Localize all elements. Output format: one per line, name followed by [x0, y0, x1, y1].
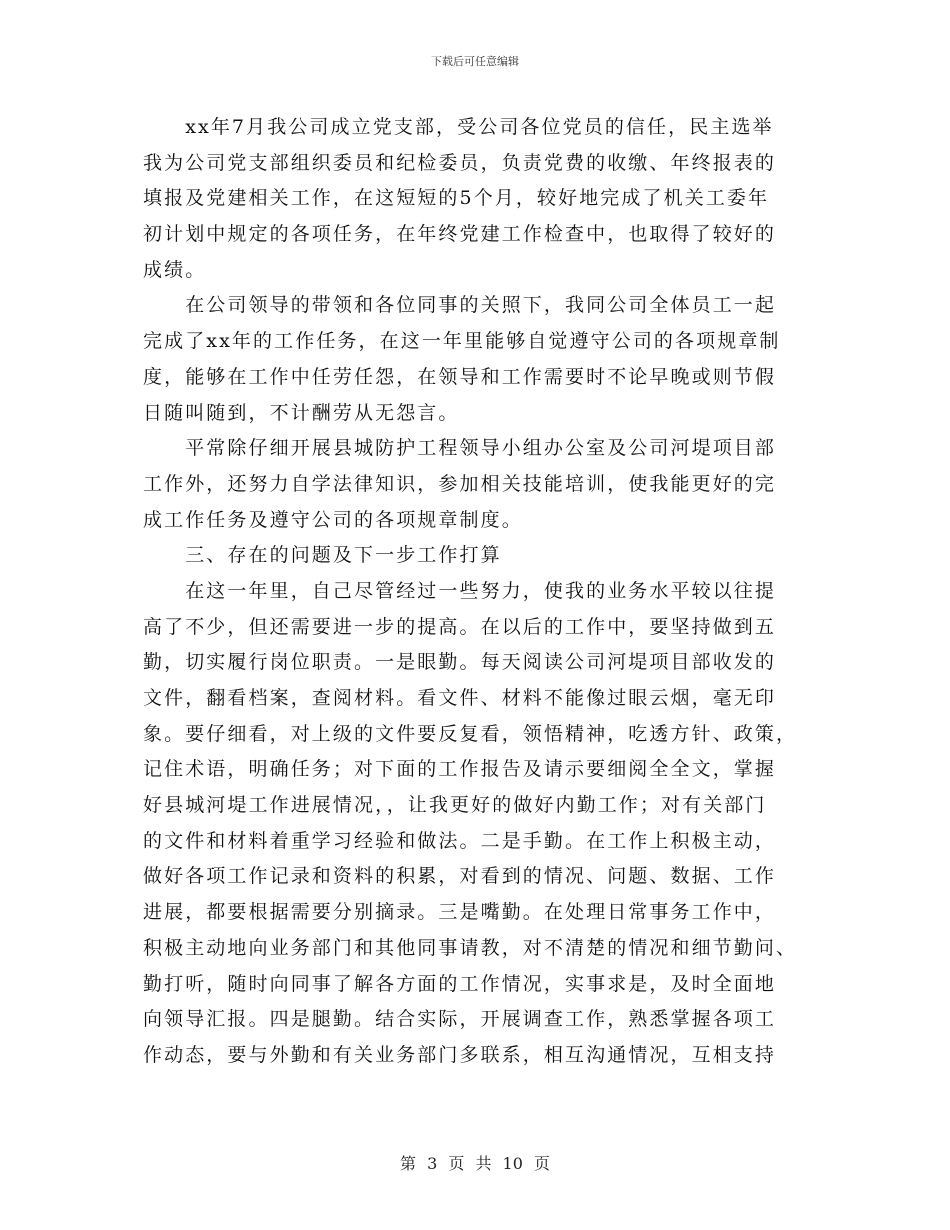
page-header: 下载后可任意编辑	[431, 55, 519, 68]
text-line: 文件，翻看档案，查阅材料。看文件、材料不能像过眼云烟，毫无印	[143, 687, 777, 709]
text-line: xx年7月我公司成立党支部，受公司各位党员的信任，民主选举	[143, 116, 774, 138]
text-line: 在这一年里，自己尽管经过一些努力，使我的业务水平较以往提	[143, 579, 777, 602]
text-line: 完成了xx年的工作任务，在这一年里能够自觉遵守公司的各项规章制	[143, 330, 781, 353]
text-line: 成工作任务及遵守公司的各项规章制度。	[143, 508, 523, 531]
text-line: 初计划中规定的各项任务，在年终党建工作检查中，也取得了较好的	[143, 223, 777, 246]
text-line: 填报及党建相关工作，在这短短的5个月，较好地完成了机关工委年	[143, 187, 770, 210]
text-line: 我为公司党支部组织委员和纪检委员，负责党费的收缴、年终报表的	[143, 151, 777, 174]
text-line: 向领导汇报。四是腿勤。结合实际，开展调查工作，熟悉掌握各项工	[143, 1008, 777, 1031]
text-line: 记住术语，明确任务；对下面的工作报告及请示要细阅全全文，掌握	[143, 758, 777, 781]
section-heading: 三、存在的问题及下一步工作打算	[143, 544, 502, 567]
text-line: 成绩。	[143, 258, 207, 281]
text-line: 勤打听，随时向同事了解各方面的工作情况，实事求是，及时全面地	[143, 972, 777, 995]
page-number-footer: 第 3 页 共 10 页	[400, 1154, 550, 1173]
document-body	[143, 110, 803, 1074]
text-line: 度，能够在工作中任劳任怨，在领导和工作需要时不论早晚或则节假	[143, 365, 777, 388]
text-line: 工作外，还努力自学法律知识，参加相关技能培训，使我能更好的完	[143, 472, 777, 495]
text-line: 做好各项工作记录和资料的积累，对看到的情况、问题、数据、工作	[143, 865, 777, 888]
text-line: 在公司领导的带领和各位同事的关照下，我同公司全体员工一起	[143, 294, 777, 317]
text-line: 象。要仔细看，对上级的文件要反复看，领悟精神，吃透方针、政策，	[143, 722, 798, 745]
text-line: 勤，切实履行岗位职责。一是眼勤。每天阅读公司河堤项目部收发的	[143, 651, 777, 674]
text-line: 进展，都要根据需要分别摘录。三是嘴勤。在处理日常事务工作中，	[143, 901, 777, 924]
text-line: 的文件和材料着重学习经验和做法。二是手勤。在工作上积极主动，	[143, 829, 777, 852]
text-line: 作动态，要与外勤和有关业务部门多联系，相互沟通情况，互相支持	[143, 1043, 777, 1066]
text-line: 高了不少，但还需要进一步的提高。在以后的工作中，要坚持做到五	[143, 615, 777, 638]
text-line: 日随叫随到，不计酬劳从无怨言。	[143, 401, 460, 424]
text-line: 平常除仔细开展县城防护工程领导小组办公室及公司河堤项目部	[143, 437, 777, 460]
text-line: 积极主动地向业务部门和其他同事请教，对不清楚的情况和细节勤问、	[143, 936, 798, 959]
text-line: 好县城河堤工作进展情况，，让我更好的做好内勤工作；对有关部门	[143, 794, 767, 817]
